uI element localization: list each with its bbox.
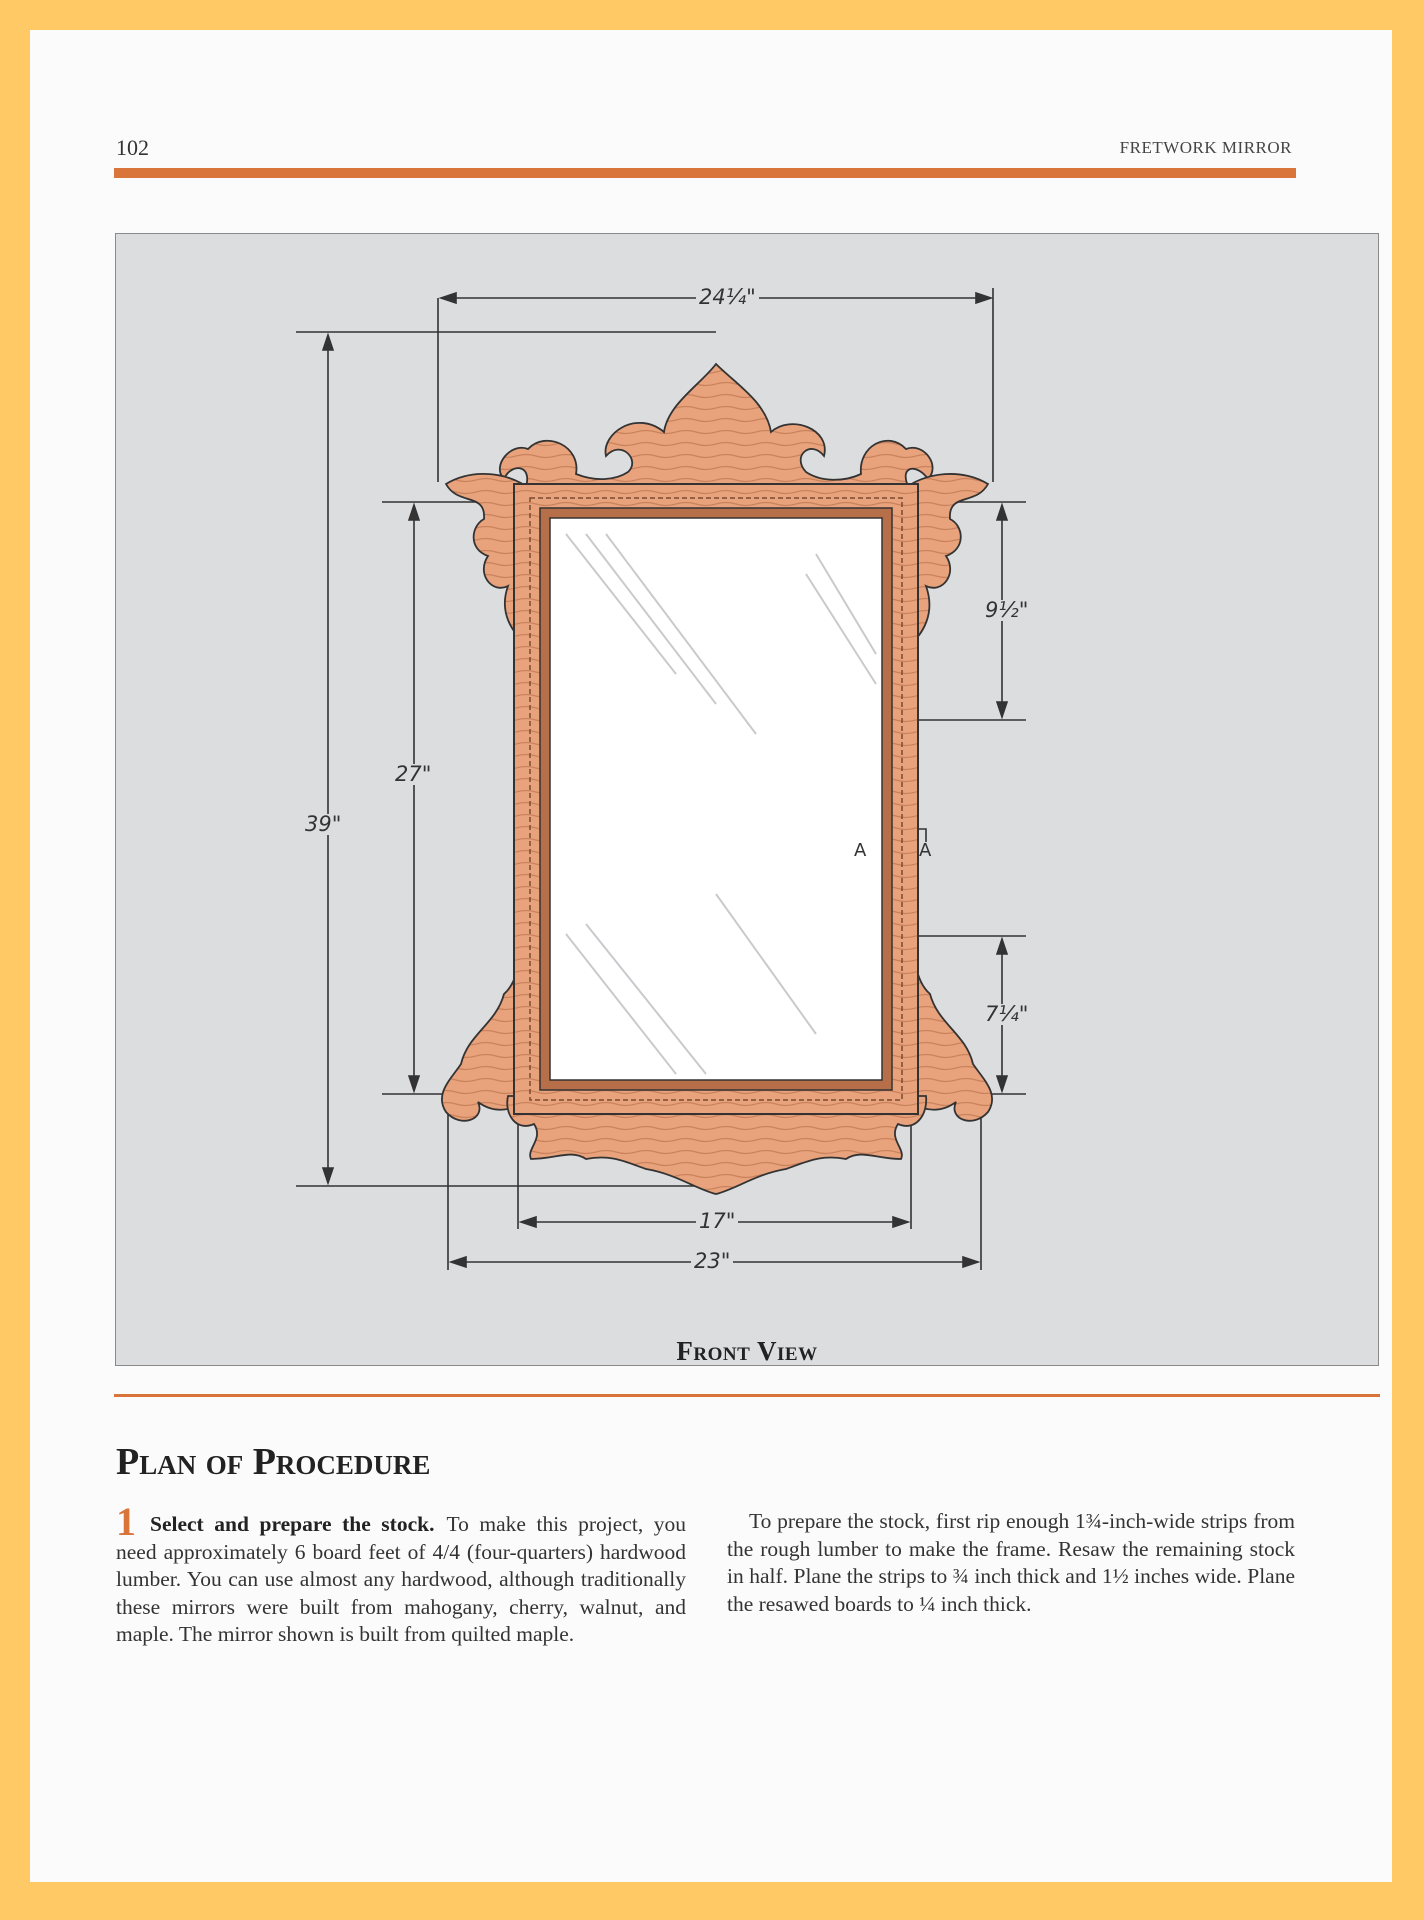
mirror-crest (500, 364, 933, 492)
section-label-right: A (919, 840, 932, 861)
right-column (727, 1508, 1295, 1618)
dim-lower-ear: 7¼" (982, 1004, 1031, 1025)
dim-top-width: 24¼" (696, 287, 759, 308)
step-title: Select and prepare the stock. (150, 1512, 435, 1536)
mirror-glass (550, 518, 882, 1080)
dim-upper-ear: 9½" (982, 600, 1031, 621)
mirror-drawing (116, 234, 1380, 1367)
running-title: FRETWORK MIRROR (1119, 138, 1292, 157)
paragraph-2: To prepare the stock, first rip enough 1¾-inch-wide strips from the rough lumber to make the frame. Resaw the remaining stock in half. Plane the strips to ¾ inch thick and 1½ inches wide. Plane the resawed boards to ¼ inch thick. (727, 1509, 1295, 1616)
dim-overall-height: 39" (302, 814, 344, 835)
paragraph-1: To make this project, you need approximately 6 board feet of 4/4 (four-quarters) hardwood lumber. You can use almost any hardwood, although traditionally these mirrors were built from mahogany, cherry, walnut, and maple. The mirror shown is built from quilted maple. (116, 1512, 686, 1646)
dim-overall-width: 23" (691, 1251, 733, 1272)
section-title: Plan of Procedure (116, 1441, 431, 1483)
book-page (30, 30, 1392, 1882)
header-rule (114, 168, 1296, 178)
dim-frame-height: 27" (392, 764, 434, 785)
left-column (116, 1499, 686, 1649)
dim-frame-width: 17" (696, 1211, 738, 1232)
step-number: 1 (116, 1499, 136, 1544)
page-number: 102 (116, 135, 149, 160)
figure-caption: Front View (676, 1336, 818, 1366)
section-rule (114, 1394, 1380, 1397)
front-view-figure (115, 233, 1379, 1366)
section-label-left: A (854, 840, 867, 861)
